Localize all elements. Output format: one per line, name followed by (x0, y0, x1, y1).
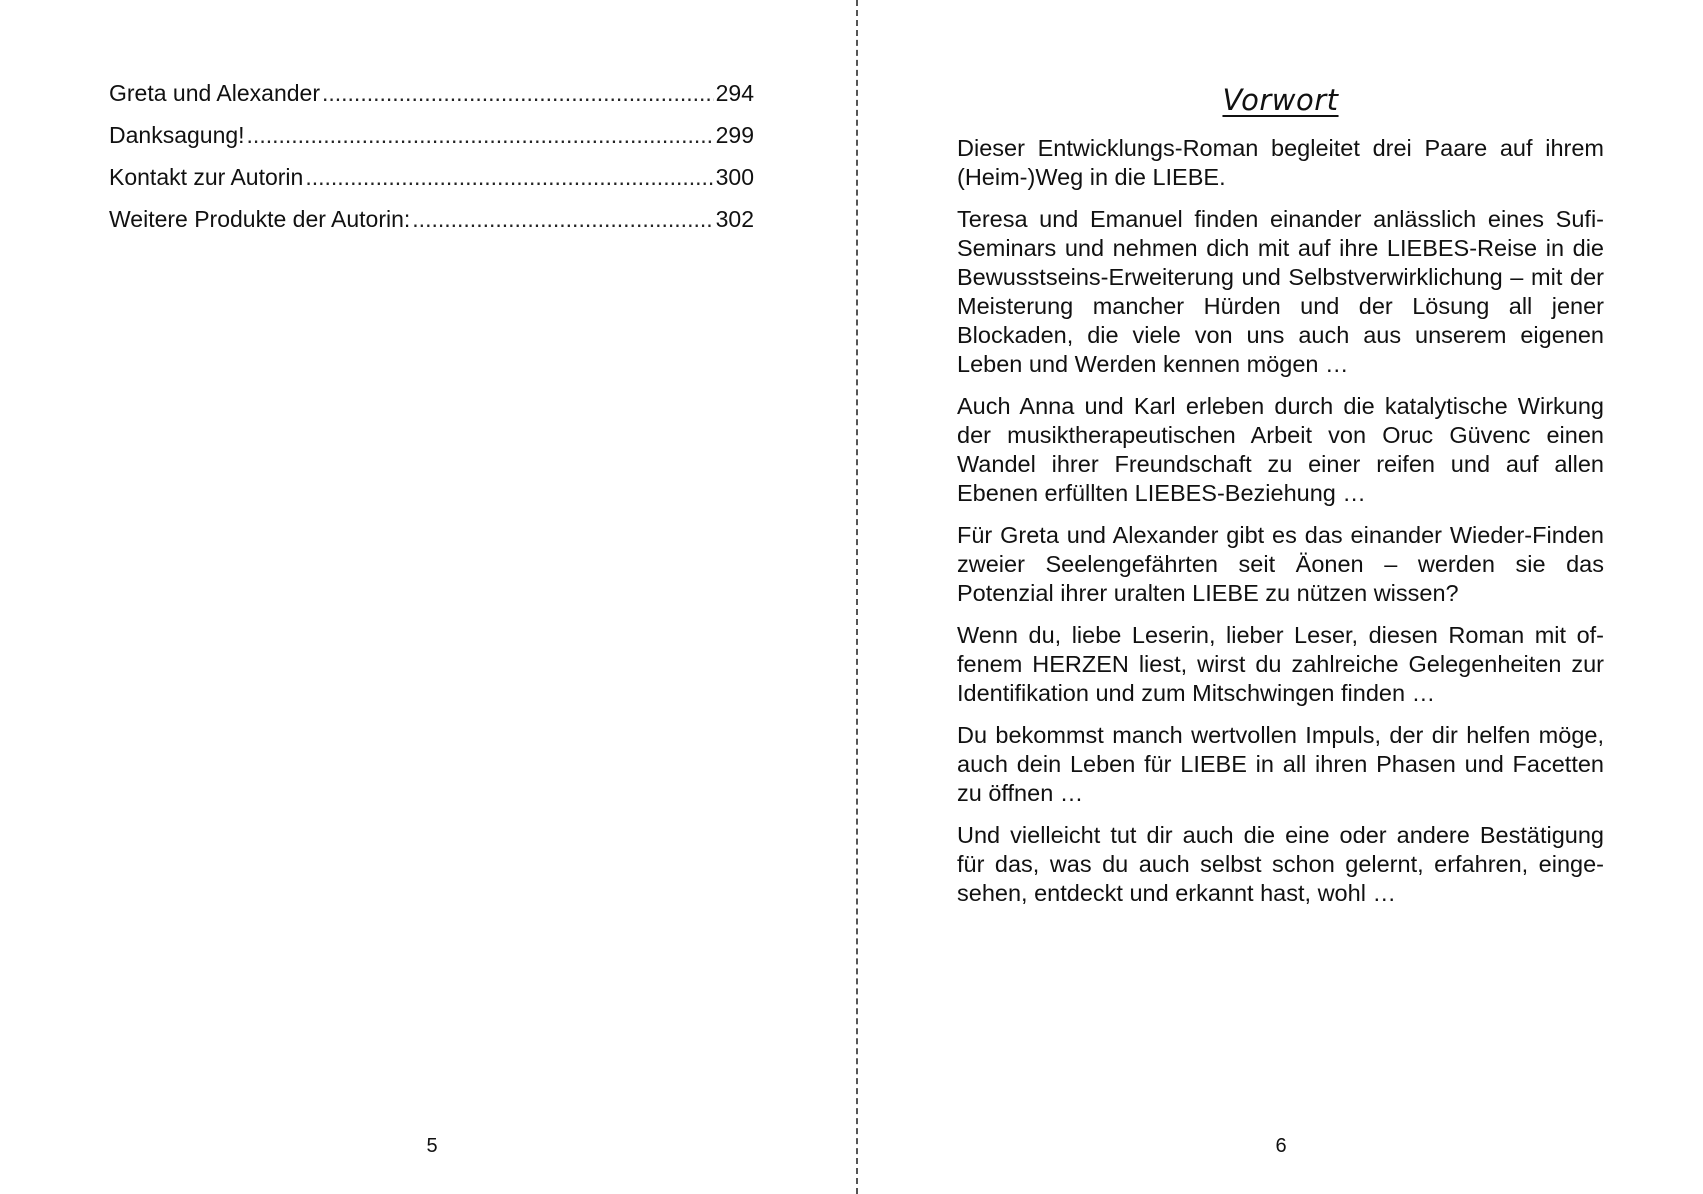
toc-entry (109, 122, 754, 149)
toc-entry-page: 299 (715, 122, 754, 148)
preface-paragraph: Für Greta und Alexander gibt es das einander Wieder-Finden zweier Seelengefährten seit Äonen – werden sie das Potenzial ihrer uralten LIEBE zu nützen wissen? (957, 522, 1604, 606)
toc-entry (109, 80, 754, 107)
preface-paragraph: Teresa und Emanuel finden einander anlässlich eines Sufi-Seminars und nehmen dich mit auf ihre LIEBES-Reise in die Bewusstseins-Erweiterung und Selbstverwirklichung – mit der Meisterung mancher Hürden und der Lösung all jener Blockaden, die viele von uns auch aus unserem eigenen Leben und Werden kennen mögen … (957, 206, 1604, 377)
preface-paragraph: Wenn du, liebe Leserin, lieber Leser, diesen Roman mit offenem HERZEN liest, wirst du zahlreiche Gelegenheiten zur Identifikation und zum Mitschwingen finden … (957, 622, 1604, 706)
toc-entry-page: 300 (715, 164, 754, 190)
toc-entry-page: 302 (715, 206, 754, 232)
toc-entry (109, 206, 754, 233)
toc-entry-title: Danksagung! (109, 122, 245, 148)
preface-title (858, 80, 1703, 120)
preface-paragraph: Dieser Entwicklungs-Roman begleitet drei Paare auf ihrem (Heim-)Weg in die LIEBE. (957, 135, 1604, 190)
toc-entry-page: 294 (715, 80, 754, 106)
page-number-right: 6 (1275, 1135, 1287, 1157)
toc-entry-title: Kontakt zur Autorin (109, 164, 304, 190)
toc-entry-title: Greta und Alexander (109, 80, 320, 106)
toc-dot-leader (247, 122, 714, 149)
toc-entry-title: Weitere Produkte der Autorin: (109, 206, 411, 232)
preface-paragraph: Auch Anna und Karl erleben durch die katalytische Wirkung der musiktherapeutischen Arbeit von Oruc Güvenc einen Wandel ihrer Freundschaft zu einer reifen und auf allen Ebenen erfüllten LIEBES-Beziehung … (957, 393, 1604, 506)
toc-dot-leader (412, 206, 713, 233)
preface-title-text: Vorwort (1222, 83, 1339, 117)
table-of-contents (109, 80, 754, 248)
toc-dot-leader (322, 80, 714, 107)
page-number-left: 5 (426, 1135, 438, 1157)
preface-paragraph: Du bekommst manch wertvollen Impuls, der dir helfen möge, auch dein Leben für LIEBE in all ihren Phasen und Facetten zu öffnen … (957, 722, 1604, 806)
toc-dot-leader (305, 164, 713, 191)
preface-paragraph: Und vielleicht tut dir auch die eine oder andere Bestätigung für das, was du auch selbst schon gelernt, erfahren, eingesehen, entdeckt und erkannt hast, wohl … (957, 822, 1604, 906)
preface-body (957, 134, 1604, 921)
right-page (858, 0, 1703, 1194)
toc-entry (109, 164, 754, 191)
